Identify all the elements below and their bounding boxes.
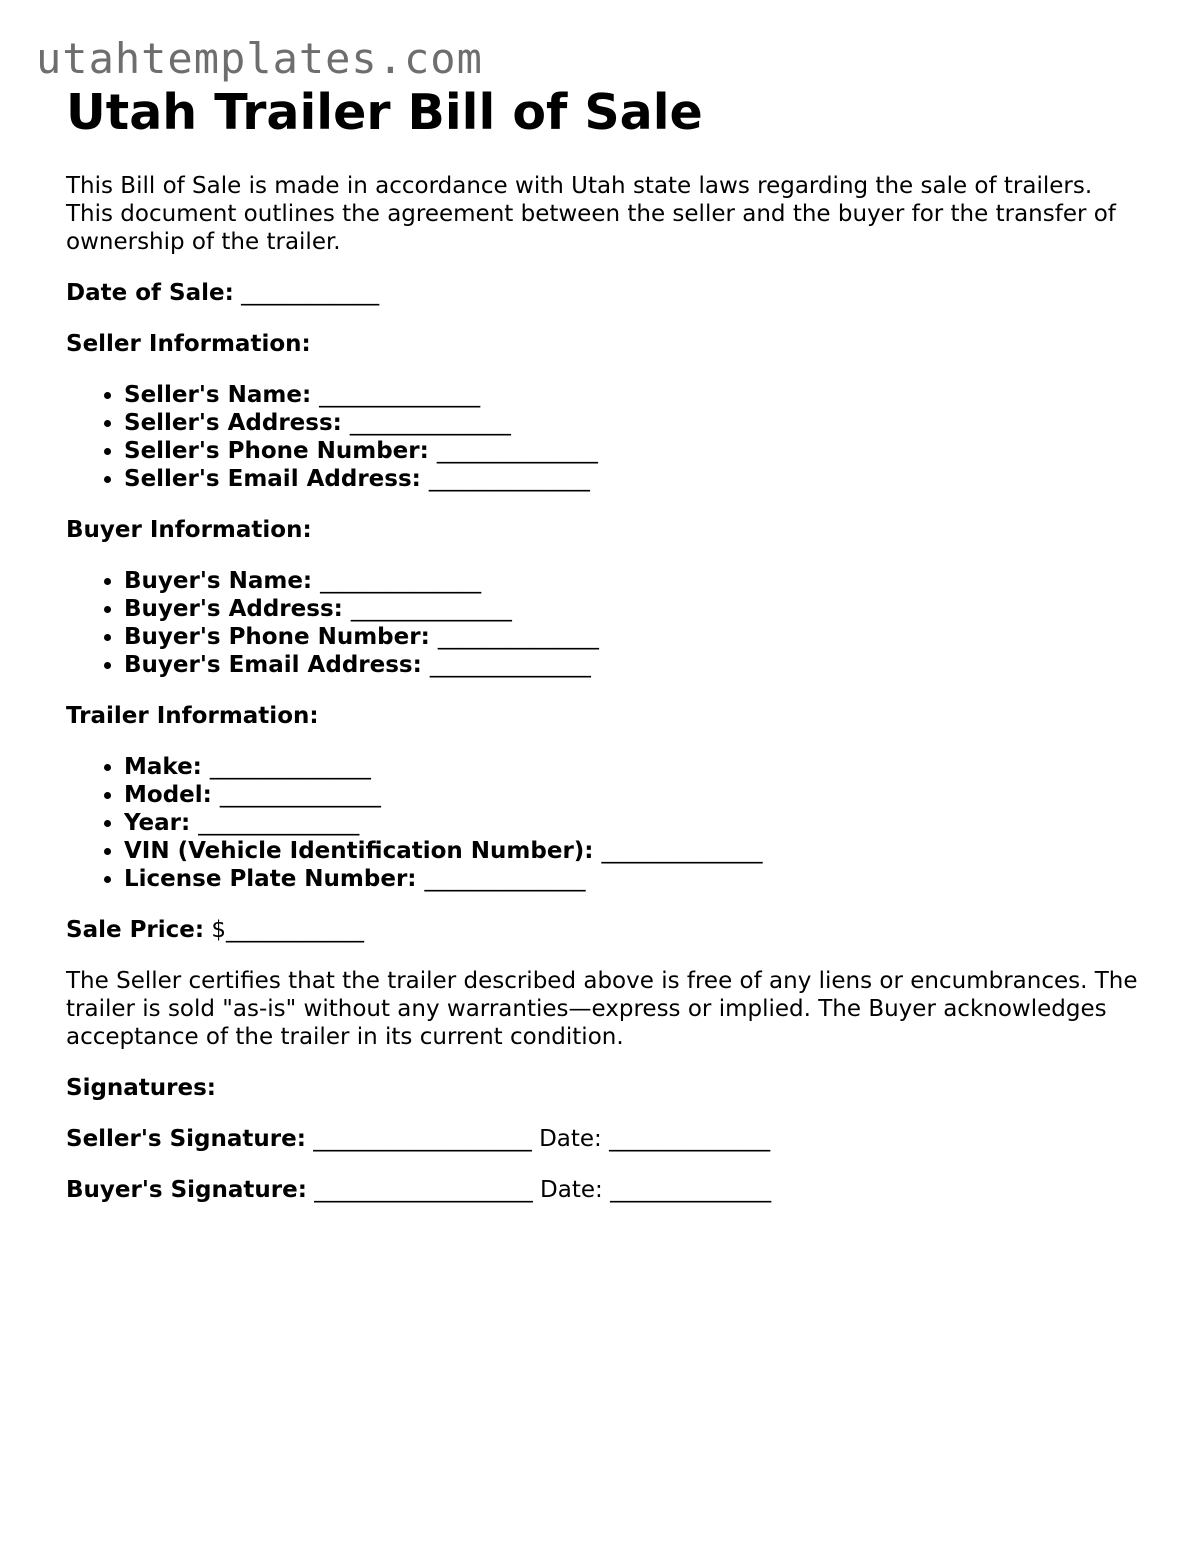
site-watermark: utahtemplates.com — [36, 34, 483, 83]
trailer-vin-field — [124, 837, 1146, 865]
trailer-model-label: Model: — [124, 782, 212, 808]
document-title: Utah Trailer Bill of Sale — [66, 84, 703, 141]
trailer-model-blank[interactable]: ______________ — [219, 782, 381, 808]
date-of-sale-field — [66, 279, 1146, 307]
seller-address-field — [124, 409, 1146, 437]
buyer-phone-blank[interactable]: ______________ — [437, 624, 599, 650]
buyer-heading: Buyer Information: — [66, 517, 312, 543]
buyer-address-field — [124, 595, 1146, 623]
seller-email-field — [124, 465, 1146, 493]
certification-paragraph: The Seller certifies that the trailer described above is free of any liens or encumbrances. The trailer is sold "as-is" without any warranties—express or implied. The Buyer acknowledges acceptance of the trailer in its current condition. — [66, 968, 1138, 1050]
seller-phone-blank[interactable]: ______________ — [436, 438, 598, 464]
buyer-name-blank[interactable]: ______________ — [320, 568, 482, 594]
trailer-make-label: Make: — [124, 754, 202, 780]
signatures-heading: Signatures: — [66, 1075, 217, 1101]
seller-name-label: Seller's Name: — [124, 382, 312, 408]
trailer-year-label: Year: — [124, 810, 191, 836]
seller-email-label: Seller's Email Address: — [124, 466, 421, 492]
seller-address-blank[interactable]: ______________ — [349, 410, 511, 436]
buyer-address-label: Buyer's Address: — [124, 596, 343, 622]
seller-name-field — [124, 381, 1146, 409]
buyer-name-field — [124, 567, 1146, 595]
trailer-make-field — [124, 753, 1146, 781]
buyer-phone-label: Buyer's Phone Number: — [124, 624, 430, 650]
buyer-date-label: Date: — [540, 1177, 603, 1203]
buyer-field-list — [66, 567, 1146, 679]
seller-signature-line — [66, 1125, 1146, 1153]
trailer-heading: Trailer Information: — [66, 703, 319, 729]
trailer-plate-label: License Plate Number: — [124, 866, 417, 892]
intro-paragraph: This Bill of Sale is made in accordance with Utah state laws regarding the sale of trailers. This document outlines the agreement between the seller and the buyer for the transfer of ownership of the trailer. — [66, 173, 1116, 255]
buyer-phone-field — [124, 623, 1146, 651]
seller-signature-blank[interactable]: ___________________ — [313, 1126, 532, 1152]
sale-price-field — [66, 916, 1146, 944]
buyer-email-blank[interactable]: ______________ — [429, 652, 591, 678]
buyer-email-label: Buyer's Email Address: — [124, 652, 422, 678]
date-of-sale-label: Date of Sale: — [66, 280, 234, 306]
seller-email-blank[interactable]: ______________ — [428, 466, 590, 492]
buyer-signature-label: Buyer's Signature: — [66, 1177, 307, 1203]
buyer-date-blank[interactable]: ______________ — [610, 1177, 772, 1203]
buyer-name-label: Buyer's Name: — [124, 568, 313, 594]
seller-phone-field — [124, 437, 1146, 465]
seller-date-blank[interactable]: ______________ — [609, 1126, 771, 1152]
seller-phone-label: Seller's Phone Number: — [124, 438, 429, 464]
seller-field-list — [66, 381, 1146, 493]
buyer-signature-blank[interactable]: ___________________ — [314, 1177, 533, 1203]
seller-address-label: Seller's Address: — [124, 410, 342, 436]
sale-price-label: Sale Price: — [66, 917, 205, 943]
trailer-vin-label: VIN (Vehicle Identification Number): — [124, 838, 594, 864]
trailer-plate-blank[interactable]: ______________ — [424, 866, 586, 892]
sale-price-blank[interactable]: $____________ — [211, 917, 365, 943]
buyer-email-field — [124, 651, 1146, 679]
document-body — [66, 84, 1146, 1204]
trailer-model-field — [124, 781, 1146, 809]
date-of-sale-blank[interactable]: ____________ — [241, 280, 380, 306]
trailer-field-list — [66, 753, 1146, 893]
trailer-make-blank[interactable]: ______________ — [209, 754, 371, 780]
trailer-plate-field — [124, 865, 1146, 893]
seller-signature-label: Seller's Signature: — [66, 1126, 306, 1152]
buyer-signature-line — [66, 1176, 1146, 1204]
buyer-address-blank[interactable]: ______________ — [350, 596, 512, 622]
seller-heading: Seller Information: — [66, 331, 311, 357]
trailer-year-field — [124, 809, 1146, 837]
seller-name-blank[interactable]: ______________ — [319, 382, 481, 408]
trailer-vin-blank[interactable]: ______________ — [601, 838, 763, 864]
trailer-year-blank[interactable]: ______________ — [198, 810, 360, 836]
seller-date-label: Date: — [539, 1126, 602, 1152]
